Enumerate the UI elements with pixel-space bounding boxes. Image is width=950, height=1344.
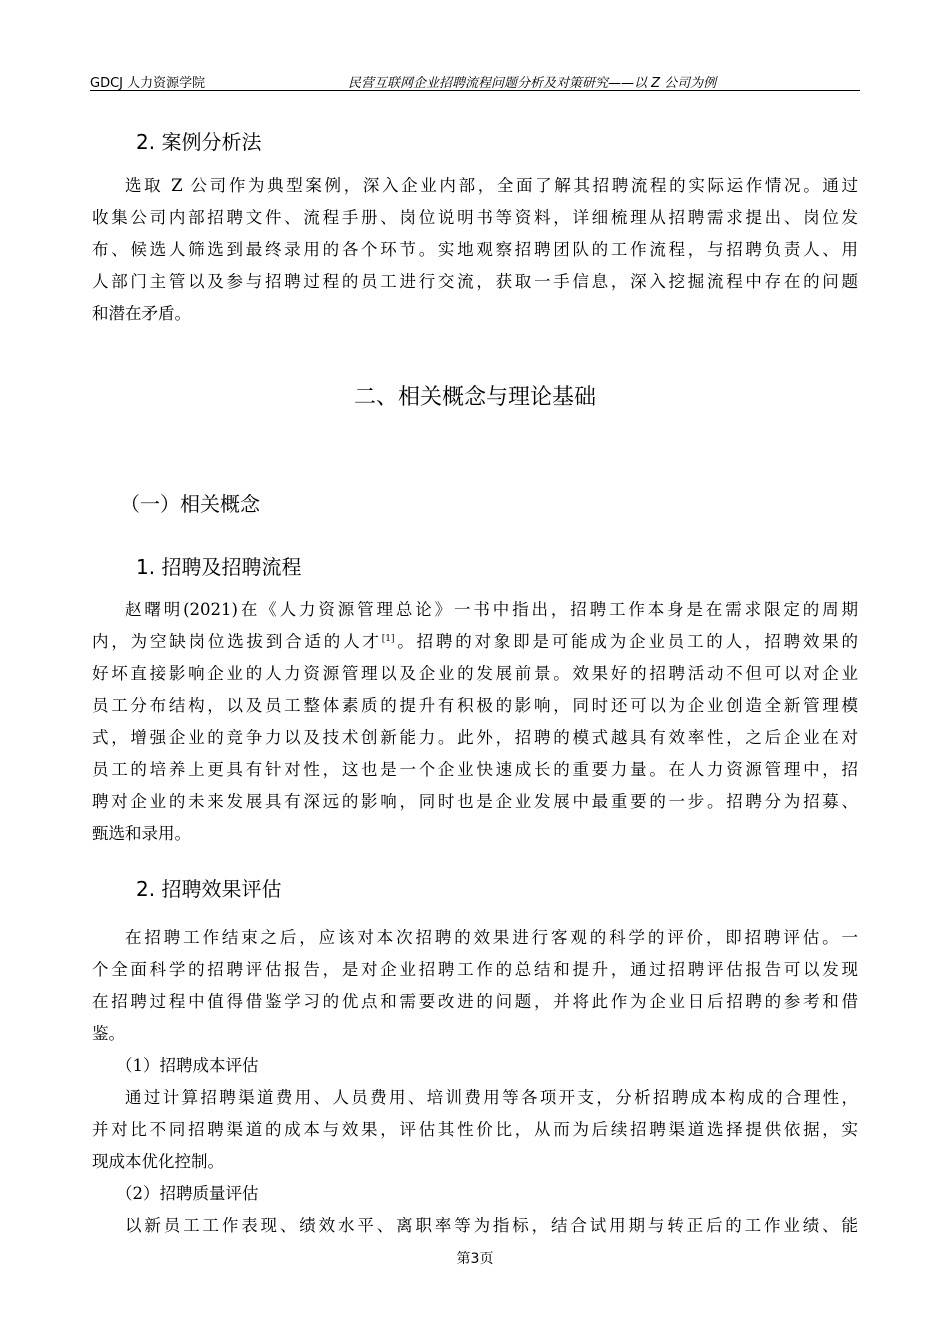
subheading-cost: （1）招聘成本评估 bbox=[116, 1056, 259, 1075]
text-line: 在招聘工作结束之后，应该对本次招聘的效果进行客观的科学的评价，即招聘评估。一 bbox=[125, 928, 858, 947]
text-line: 好坏直接影响企业的人力资源管理以及企业的发展前景。效果好的招聘活动不但可以对企业 bbox=[92, 664, 858, 683]
text-line: 鉴。 bbox=[92, 1024, 125, 1043]
text-line: 式，增强企业的竞争力以及技术创新能力。此外，招聘的模式越具有效率性，之后企业在对 bbox=[92, 728, 858, 747]
text-line: 赵曙明(2021)在《人力资源管理总论》一书中指出，招聘工作本身是在需求限定的周期 bbox=[125, 600, 858, 619]
text-line: 选取 Z 公司作为典型案例，深入企业内部，全面了解其招聘流程的实际运作情况。通过 bbox=[125, 176, 858, 195]
text-line: 个全面科学的招聘评估报告，是对企业招聘工作的总结和提升，通过招聘评估报告可以发现 bbox=[92, 960, 858, 979]
text-line: 人部门主管以及参与招聘过程的员工进行交流，获取一手信息，深入挖掘流程中存在的问题 bbox=[92, 272, 858, 291]
paragraph-case-analysis bbox=[92, 170, 858, 330]
text-line: 员工分布结构，以及员工整体素质的提升有积极的影响，同时还可以为企业创造全新管理模 bbox=[92, 696, 858, 715]
paragraph-recruitment-process bbox=[92, 594, 858, 850]
chapter-title: 二、相关概念与理论基础 bbox=[353, 385, 596, 410]
text-line: 收集公司内部招聘文件、流程手册、岗位说明书等资料，详细梳理从招聘需求提出、岗位发 bbox=[92, 208, 858, 227]
text-line: 和潜在矛盾。 bbox=[92, 304, 191, 323]
section-title: （一）相关概念 bbox=[120, 492, 260, 516]
header-title: 民营互联网企业招聘流程问题分析及对策研究——以 Z 公司为例 bbox=[348, 76, 717, 91]
header-institution: GDCJ 人力资源学院 bbox=[90, 76, 206, 91]
paragraph-recruitment-evaluation bbox=[92, 922, 858, 1242]
text-line: 员工的培养上更具有针对性，这也是一个企业快速成长的重要力量。在人力资源管理中，招 bbox=[92, 760, 858, 779]
text-line: 通过计算招聘渠道费用、人员费用、培训费用等各项开支，分析招聘成本构成的合理性， bbox=[125, 1088, 858, 1107]
text-line bbox=[92, 626, 858, 658]
page-header bbox=[90, 70, 860, 91]
text-line: 甄选和录用。 bbox=[92, 824, 191, 843]
text-line: 以新员工工作表现、绩效水平、离职率等为指标，结合试用期与转正后的工作业绩、能 bbox=[125, 1216, 858, 1235]
text-line: 在招聘过程中值得借鉴学习的优点和需要改进的问题，并将此作为企业日后招聘的参考和借 bbox=[92, 992, 858, 1011]
page-number: 第3页 bbox=[456, 1251, 494, 1267]
text-line: 聘对企业的未来发展具有深远的影响，同时也是企业发展中最重要的一步。招聘分为招募、 bbox=[92, 792, 858, 811]
text-span: 。招聘的对象即是可能成为企业员工的人，招聘效果的 bbox=[394, 632, 859, 651]
text-span: 内，为空缺岗位选拔到合适的人才 bbox=[92, 632, 382, 651]
heading-recruitment-evaluation: 2. 招聘效果评估 bbox=[136, 877, 282, 901]
heading-case-analysis: 2. 案例分析法 bbox=[136, 130, 262, 154]
heading-recruitment-process: 1. 招聘及招聘流程 bbox=[136, 555, 302, 579]
text-line: 布、候选人筛选到最终录用的各个环节。实地观察招聘团队的工作流程，与招聘负责人、用 bbox=[92, 240, 858, 259]
text-line: 并对比不同招聘渠道的成本与效果，评估其性价比，从而为后续招聘渠道选择提供依据，实 bbox=[92, 1120, 858, 1139]
subheading-quality: （2）招聘质量评估 bbox=[116, 1184, 259, 1203]
citation[interactable]: [1] bbox=[381, 634, 395, 644]
text-line: 现成本优化控制。 bbox=[92, 1152, 224, 1171]
